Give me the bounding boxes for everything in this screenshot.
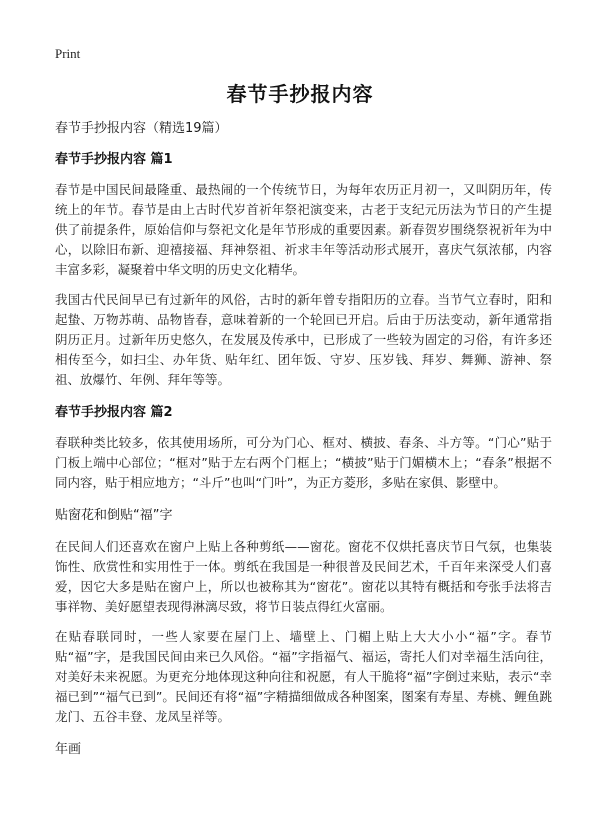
article-body [55,120,552,771]
subheading-window-flowers: 贴窗花和倒贴“福”字 [55,508,173,523]
window-flowers-paragraph-2: 在贴春联同时，一些人家要在屋门上、墙壁上、门楣上贴上大大小小“福”字。春节贴“福”字，是我国民间由来已久风俗。“福”字指福气、福运，寄托人们对幸福生活向往，对美好未来祝愿。为更充分地体现这种向往和祝愿，有人干脆将“福”字倒过来贴，表示“幸福已到”“福气已到”。民间还有将“福”字精描细做成各种图案，图案有寿星、寿桃、鲤鱼跳龙门、五谷丰登、龙凤呈祥等。 [55,629,552,724]
page-title: 春节手抄报内容 [226,82,374,106]
section-heading-2: 春节手抄报内容 篇2 [55,405,173,420]
section-2-paragraph-1: 春联种类比较多，依其使用场所，可分为门心、框对、横披、春条、斗方等。“门心”贴于门板上端中心部位；“框对”贴于左右两个门框上；“横披”贴于门媚横木上；“春条”根据不同内容，贴于相应地方；“斗斤”也叫“门叶”，为正方菱形，多贴在家俱、影壁中。 [55,435,552,490]
subheading-new-year-painting: 年画 [55,742,82,757]
section-1-paragraph-2: 我国古代民间早已有过新年的风俗，古时的新年曾专指阳历的立春。当节气立春时，阳和起蛰、万物苏萌、品物皆春，意味着新的一个轮回已开启。后由于历法变动，新年通常指阴历正月。过新年历史悠久，在发展及传承中，已形成了一些较为固定的习俗，有许多还相传至今，如扫尘、办年货、贴年红、团年饭、守岁、压岁钱、拜岁、舞狮、游神、祭祖、放爆竹、年例、拜年等等。 [55,292,552,387]
section-1-paragraph-1: 春节是中国民间最隆重、最热闹的一个传统节日，为每年农历正月初一，又叫阴历年，传统上的年节。春节是由上古时代岁首祈年祭祀演变来，古老于支纪元历法为节日的产生提供了前提条件，原始信仰与祭祀文化是年节形成的重要因素。新春贺岁围绕祭祝祈年为中心，以除旧布新、迎禧接福、拜神祭祖、祈求丰年等活动形式展开，喜庆气氛浓郁，内容丰富多彩，凝聚着中华文明的历史文化精华。 [55,182,552,277]
print-link[interactable]: Print [55,46,81,61]
section-heading-1: 春节手抄报内容 篇1 [55,152,173,167]
window-flowers-paragraph-1: 在民间人们还喜欢在窗户上贴上各种剪纸——窗花。窗花不仅烘托喜庆节日气氛，也集装饰性、欣赏性和实用性于一体。剪纸在我国是一种很普及民间艺术，千百年来深受人们喜爱，因它大多是贴在窗户上，所以也被称其为“窗花”。窗花以其特有概括和夸张手法将吉事祥物、美好愿望表现得淋漓尽致，将节日装点得红火富丽。 [55,539,552,614]
article-subtitle: 春节手抄报内容（精选19篇） [55,121,228,136]
